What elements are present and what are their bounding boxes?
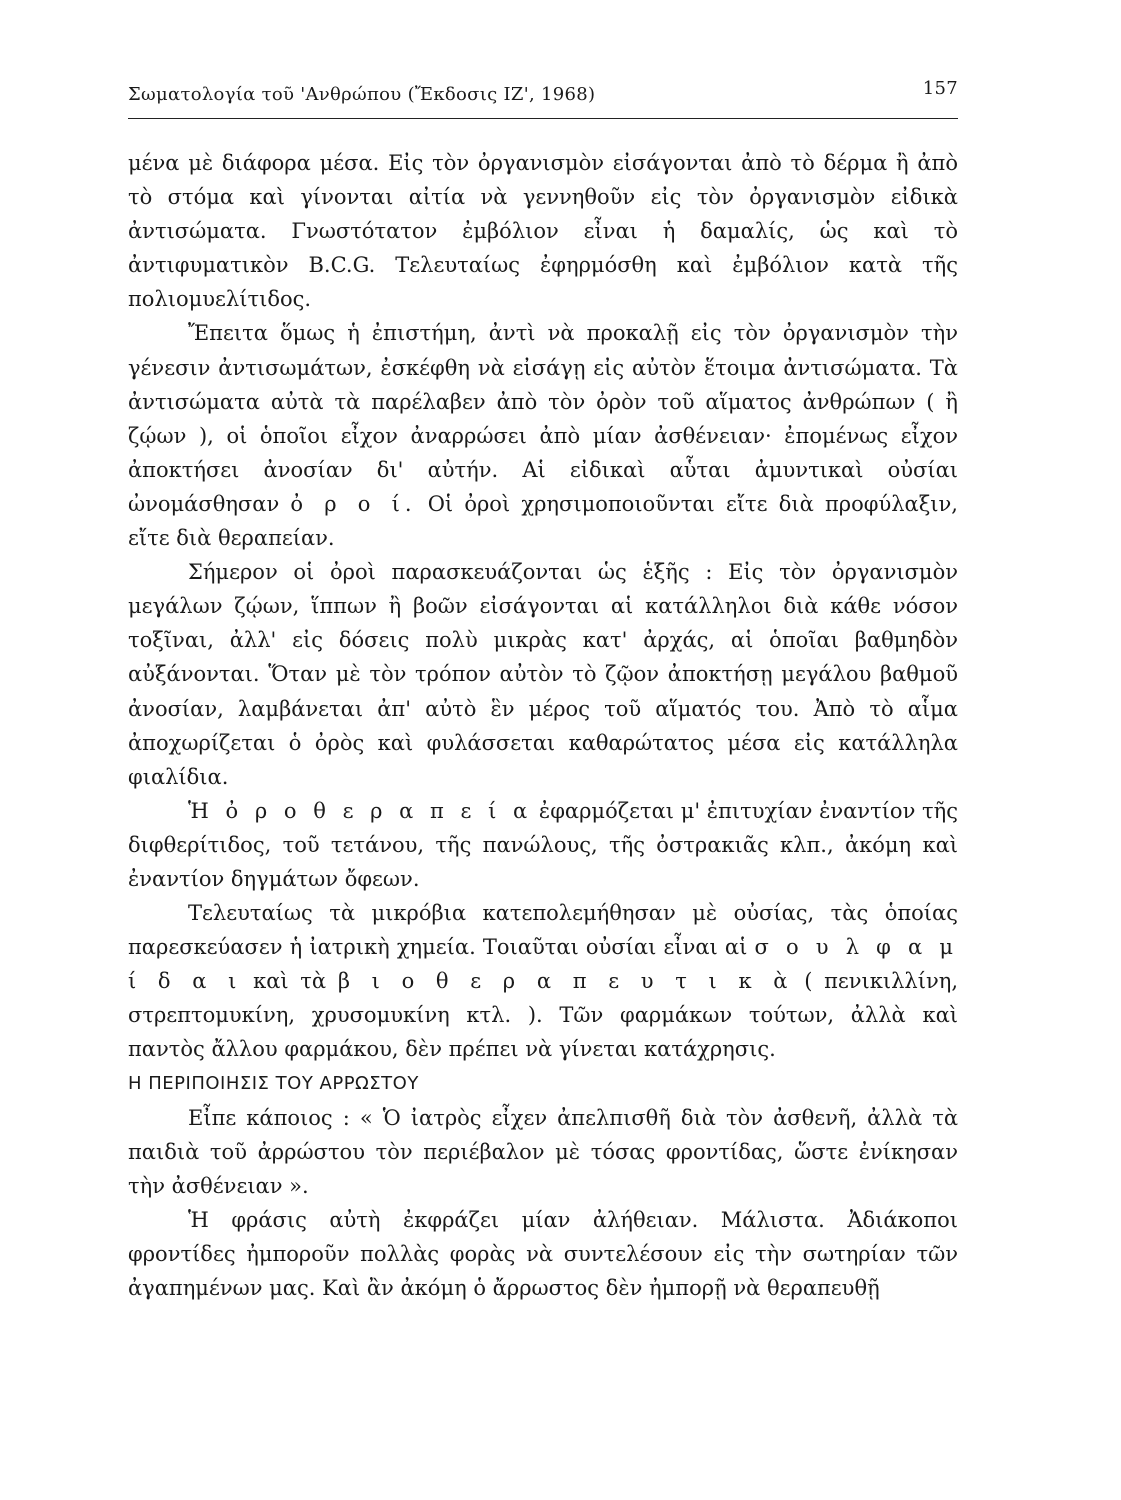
term-orotherapeia: Ἡ ὀ ρ ο θ ε ρ α π ε ί α	[188, 798, 533, 823]
paragraph-7: Ἡ φράσις αὐτὴ ἐκφράζει μίαν ἀλήθειαν. Μάλιστα. Ἀδιάκοποι φροντίδες ἠμποροῦν πολλὰς φορὰς νὰ συντελέσουν εἰς τὴν σωτηρίαν τῶν ἀγαπημένων μας. Καὶ ἂν ἀκόμη ὁ ἄρρωστος δὲν ἠμπορῇ νὰ θεραπευθῇ	[128, 1207, 958, 1301]
paragraph-3: Σήμερον οἱ ὀροὶ παρασκευάζονται ὡς ἑξῆς : Εἰς τὸν ὀργανισμὸν μεγάλων ζῴων, ἵππων ἢ βοῶν εἰσάγονται αἱ κατάλληλοι διὰ κάθε νόσον τοξῖναι, ἀλλ' εἰς δόσεις πολὺ μικρὰς κατ' ἀρχάς, αἱ ὁποῖαι βαθμηδὸν αὐξάνονται. Ὅταν μὲ τὸν τρόπον αὐτὸν τὸ ζῷον ἀποκτήσῃ μεγάλου βαθμοῦ ἀνοσίαν, λαμβάνεται ἀπ' αὐτὸ ἓν μέρος τοῦ αἵματός του. Ἀπὸ τὸ αἷμα ἀποχωρίζεται ὁ ὀρὸς καὶ φυλάσσεται καθαρώτατος μέσα εἰς κατάλληλα φιαλίδια.	[128, 560, 958, 789]
body-text	[128, 146, 958, 1305]
page-header	[128, 76, 958, 116]
header-rule	[128, 118, 958, 119]
term-soulfamidai: σ ο υ λ φ α μ ί δ α ι	[128, 935, 958, 994]
paragraph-6: Εἶπε κάποιος : « Ὁ ἰατρὸς εἶχεν ἀπελπισθῆ διὰ τὸν ἀσθενῆ, ἀλλὰ τὰ παιδιὰ τοῦ ἀρρώστου τὸν περιέβαλον μὲ τόσας φροντίδας, ὥστε ἐνίκησαν τὴν ἀσθένειαν ».	[128, 1105, 958, 1198]
paragraph-2-text-b: Οἱ ὀροὶ χρησιμοποιοῦνται εἴτε διὰ προφύλαξιν, εἴτε διὰ θεραπείαν.	[128, 491, 958, 551]
paragraph-4	[128, 794, 958, 896]
paragraph-1: μένα μὲ διάφορα μέσα. Εἰς τὸν ὀργανισμὸν εἰσάγονται ἀπὸ τὸ δέρμα ἢ ἀπὸ τὸ στόμα καὶ γίνονται αἰτία νὰ γεννηθοῦν εἰς τὸν ὀργανισμὸν εἰδικὰ ἀντισώματα. Γνωστότατον ἐμβόλιον εἶναι ἡ δαμαλίς, ὡς καὶ τὸ ἀντιφυματικὸν B.C.G. Τελευταίως ἐφηρμόσθη καὶ ἐμβόλιον κατὰ τῆς πολιομυελίτιδος.	[128, 151, 958, 312]
running-title: Σωματολογία τοῦ 'Ανθρώπου (Ἔκδοσις ΙΖ', 1968)	[128, 84, 596, 105]
paragraph-5-text-a: Τελευταίως τὰ μικρόβια κατεπολεμήθησαν μὲ οὐσίας, τὰς ὁποίας παρεσκεύασεν ἡ ἰατρικὴ χημεία. Τοιαῦται οὐσίαι εἶναι αἱ	[128, 901, 958, 960]
term-oroi: ὀ ρ ο ί.	[290, 491, 417, 516]
paragraph-4-text: ἐφαρμόζεται μ' ἐπιτυχίαν ἐναντίον τῆς διφθερίτιδος, τοῦ τετάνου, τῆς πανώλους, τῆς ὀστρακιᾶς κλπ., ἀκόμη καὶ ἐναντίον δηγμάτων ὄφεων.	[128, 798, 958, 891]
paragraph-5	[128, 896, 958, 1066]
paragraph-5-text-b: καὶ τὰ	[253, 969, 327, 994]
paragraph-2-text-a: Ἔπειτα ὅμως ἡ ἐπιστήμη, ἀντὶ νὰ προκαλῇ εἰς τὸν ὀργανισμὸν τὴν γένεσιν ἀντισωμάτων, ἐσκέφθη νὰ εἰσάγῃ εἰς αὐτὸν ἕτοιμα ἀντισώματα. Τὰ ἀντισώματα αὐτὰ τὰ παρέλαβεν ἀπὸ τὸν ὀρὸν τοῦ αἵματος ἀνθρώπων ( ἢ ζῴων ), οἱ ὁποῖοι εἶχον ἀναρρώσει ἀπὸ μίαν ἀσθένειαν· ἐπομένως εἶχον ἀποκτήσει ἀνοσίαν δι' αὐτήν. Αἱ εἰδικαὶ αὗται ἀμυντικαὶ οὐσίαι ὠνομάσθησαν	[128, 321, 958, 516]
term-viotherapeutika: β ι ο θ ε ρ α π ε υ τ ι κ ὰ	[337, 969, 793, 994]
page-number: 157	[922, 78, 958, 99]
section-heading: Η ΠΕΡΙΠΟΙΗΣΙΣ ΤΟΥ ΑΡΡΩΣΤΟΥ	[128, 1072, 419, 1094]
paragraph-2	[128, 316, 958, 555]
paragraph-5-text-c: ( πενικιλλίνη, στρεπτομυκίνη, χρυσομυκίνη κτλ. ). Τῶν φαρμάκων τούτων, ἀλλὰ καὶ παντὸς ἄλλου φαρμάκου, δὲν πρέπει νὰ γίνεται κατάχρησις.	[128, 969, 958, 1062]
